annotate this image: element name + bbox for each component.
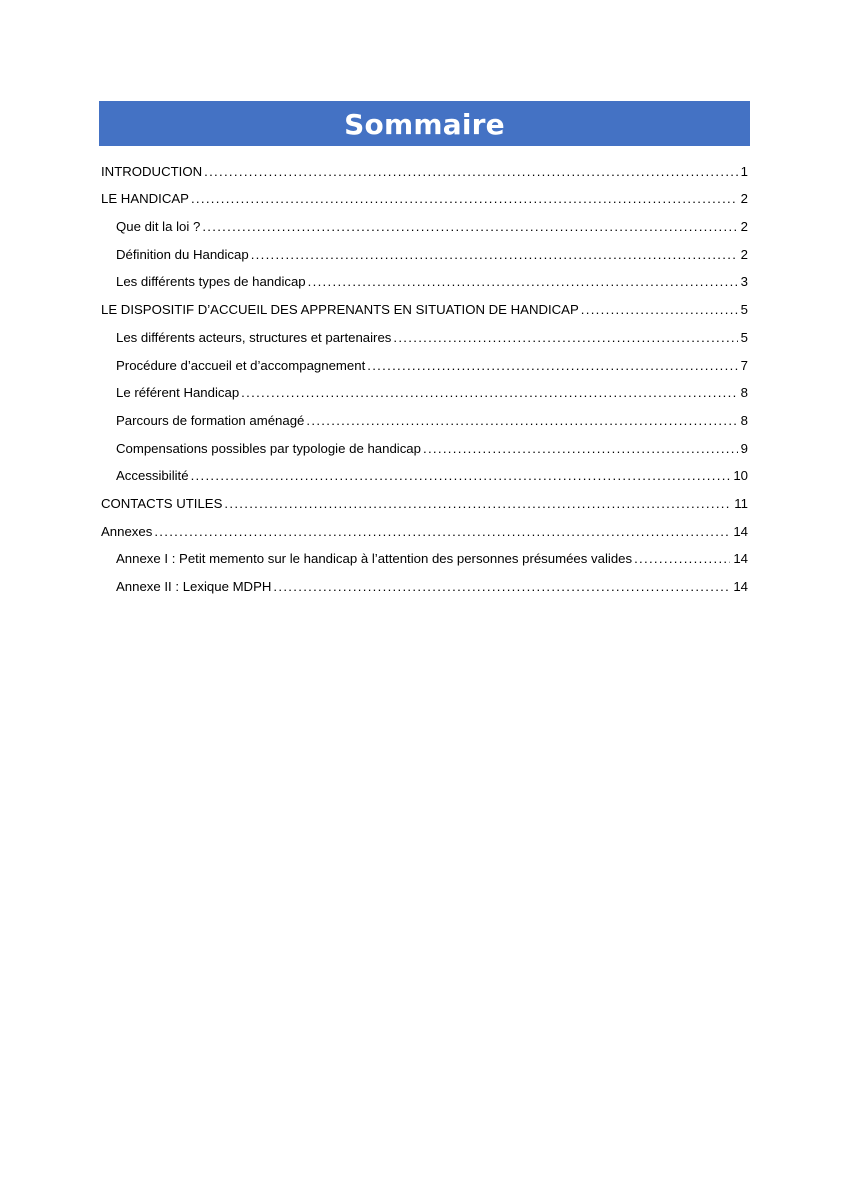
toc-entry-parcours-formation[interactable] — [101, 404, 748, 432]
toc-page-number: 10 — [733, 468, 748, 484]
toc-dot-leader — [191, 468, 731, 484]
toc-entry-label: LE HANDICAP — [101, 191, 189, 207]
toc-entry-label: Que dit la loi ? — [116, 219, 201, 235]
toc-entry-referent-handicap[interactable] — [101, 377, 748, 405]
toc-entry-label: Annexe II : Lexique MDPH — [116, 579, 272, 594]
toc-entry-label: Les différents types de handicap — [116, 274, 306, 290]
toc-page-number: 9 — [740, 440, 748, 456]
toc-entry-annexe-1[interactable] — [101, 543, 748, 571]
toc-entry-types-de-handicap[interactable] — [101, 266, 748, 294]
toc-dot-leader — [224, 496, 731, 512]
toc-dot-leader — [154, 524, 730, 540]
toc-page-number: 5 — [740, 329, 748, 345]
toc-dot-leader — [423, 441, 738, 457]
toc-entry-accessibilite[interactable] — [101, 460, 748, 488]
toc-entry-label: Définition du Handicap — [116, 246, 249, 262]
table-of-contents — [101, 155, 748, 598]
toc-entry-definition-handicap[interactable] — [101, 238, 748, 266]
toc-page-number: 5 — [740, 302, 748, 318]
toc-page-number: 7 — [740, 357, 748, 373]
toc-entry-label: Les différents acteurs, structures et partenaires — [116, 329, 392, 345]
toc-page-number: 2 — [740, 191, 748, 207]
toc-page-number: 14 — [733, 551, 748, 567]
toc-dot-leader — [581, 302, 738, 318]
toc-entry-introduction[interactable] — [101, 155, 748, 183]
toc-dot-leader — [191, 191, 738, 207]
toc-page-number: 14 — [733, 523, 748, 539]
toc-page-number: 11 — [734, 495, 748, 511]
toc-entry-procedure-accueil[interactable] — [101, 349, 748, 377]
title-banner — [99, 101, 750, 146]
toc-entry-label: Compensations possibles par typologie de handicap — [116, 440, 421, 456]
toc-dot-leader — [308, 274, 738, 290]
page-title: Sommaire — [344, 107, 505, 141]
toc-entry-contacts-utiles[interactable] — [101, 487, 748, 515]
toc-page-number: 1 — [740, 163, 748, 179]
toc-entry-label: CONTACTS UTILES — [101, 495, 223, 511]
toc-dot-leader — [204, 164, 738, 180]
toc-page-number: 3 — [740, 274, 748, 290]
toc-entry-que-dit-la-loi[interactable] — [101, 210, 748, 238]
toc-page-number: 2 — [740, 219, 748, 235]
toc-page-number: 2 — [740, 246, 748, 262]
toc-dot-leader — [241, 385, 737, 401]
toc-entry-acteurs-structures[interactable] — [101, 321, 748, 349]
toc-dot-leader — [273, 579, 730, 595]
toc-entry-label: Annexes — [101, 523, 153, 539]
toc-entry-label: Le référent Handicap — [116, 385, 240, 401]
toc-entry-annexe-2[interactable] — [101, 570, 748, 598]
toc-entry-label: INTRODUCTION — [101, 163, 203, 179]
toc-entry-label: Accessibilité — [116, 468, 189, 484]
toc-page-number: 8 — [740, 412, 748, 428]
toc-entry-compensations[interactable] — [101, 432, 748, 460]
toc-dot-leader — [306, 413, 737, 429]
toc-dot-leader — [367, 358, 737, 374]
toc-entry-label: Parcours de formation aménagé — [116, 412, 305, 428]
toc-dot-leader — [251, 247, 738, 263]
toc-entry-label: LE DISPOSITIF D’ACCUEIL DES APPRENANTS EN SITUATION DE HANDICAP — [101, 302, 579, 318]
toc-page-number: 14 — [733, 579, 748, 594]
toc-entry-dispositif-accueil[interactable] — [101, 293, 748, 321]
toc-entry-label: Procédure d’accueil et d’accompagnement — [116, 357, 366, 373]
toc-entry-annexes[interactable] — [101, 515, 748, 543]
toc-dot-leader — [393, 330, 737, 346]
toc-entry-le-handicap[interactable] — [101, 183, 748, 211]
toc-dot-leader — [634, 551, 730, 567]
toc-page-number: 8 — [740, 385, 748, 401]
toc-entry-label: Annexe I : Petit memento sur le handicap à l’attention des personnes présumées valides — [116, 551, 633, 567]
toc-dot-leader — [202, 219, 737, 235]
